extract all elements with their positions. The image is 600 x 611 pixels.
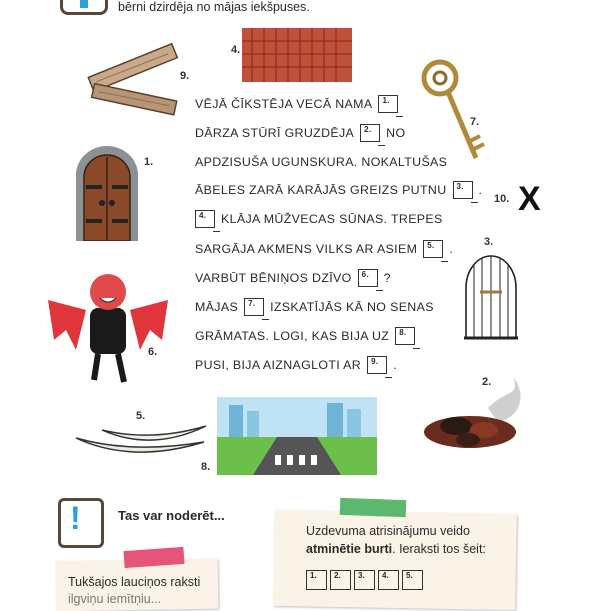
blank-box-3[interactable]: 3. [453,181,473,199]
roof-label: 4. [231,44,241,56]
vampire-image [46,270,170,390]
vampire-label: 6. [148,346,158,358]
town-label: 8. [201,461,211,473]
answer-slot-5[interactable]: 5. [402,570,423,590]
story-line: VĒJĀ ČĪKSTĒJA VECĀ NAMA [195,97,373,111]
answer-slot-2[interactable]: 2. [330,570,351,590]
blank-box-1[interactable]: 1. [378,95,398,113]
blank-box-4[interactable]: 4. [195,210,215,228]
answer-slot-4[interactable]: 4. [378,570,399,590]
blank-box-2[interactable]: 2. [360,124,380,142]
story-line: . [393,358,397,372]
blank-box-6[interactable]: 6. [358,269,378,287]
story-line: APDZISUŠA UGUNSKURA. NOKALTUŠAS [195,155,448,169]
smoldering-coals-image [418,378,524,454]
tusks-label: 5. [136,410,146,422]
answer-slot-3[interactable]: 3. [354,570,375,590]
story-line: SARGĀJA AKMENS VILKS AR ASIEM [195,242,418,256]
story-line: VARBŪT BĒNIŅOS DZĪVO [195,271,352,285]
top-icon-mark [80,0,88,8]
answer-text-2: . Ieraksti tos šeit: [392,542,486,556]
wooden-door-image [74,145,140,241]
town-street-image [217,397,377,475]
hint-text: Tukšajos lauciņos raksti [68,575,201,589]
story-line: . [449,242,454,256]
blank-box-9[interactable]: 9. [367,356,387,374]
answer-note-tape [340,498,407,517]
story-line: . [478,183,483,197]
answer-text-1: Uzdevuma atrisinājumu veido [306,524,470,538]
story-line: PUSI, BIJA AIZNAGLOTI AR [195,358,362,372]
hint-text-2: ilgviņu iemītņiu... [68,592,162,606]
key-label: 7. [470,116,480,128]
hint-icon-box [58,498,104,548]
answer-slot-1[interactable]: 1. [306,570,327,590]
hint-title: Tas var noderēt... [118,508,225,523]
planks-label: 9. [180,70,190,82]
answer-bold: atminētie burti [306,542,393,556]
answer-text [306,522,506,558]
story-line: KLĀJA MŪŽVECAS SŪNAS. TREPES [221,212,443,226]
blank-box-5[interactable]: 5. [423,240,443,258]
cage-label: 3. [484,236,494,248]
header-text: bērni dzirdēja no mājas iekšpuses. [118,0,310,14]
story-line: ? [383,271,391,285]
answer-slots [306,570,423,590]
story-line: IZSKATĪJĀS KĀ NO SENAS [270,300,434,314]
coals-label: 2. [482,376,492,388]
story-line: DĀRZA STŪRĪ GRUZDĒJA [195,126,355,140]
x-label: 10. [494,193,510,205]
story-line: ĀBELES ZARĀ KARĀJĀS GREIZS PUTNU [195,183,447,197]
roof-tiles-image [242,28,352,84]
story-line: NO [386,126,406,140]
tusks-image [72,416,208,462]
blank-box-8[interactable]: 8. [395,327,415,345]
blank-box-7[interactable]: 7. [244,298,264,316]
hint-icon: ! [70,500,81,536]
wooden-planks-image [86,40,181,120]
story-line: GRĀMATAS. LOGI, KAS BIJA UZ [195,329,390,343]
story-line: MĀJAS [195,300,239,314]
x-mark: X [518,180,541,218]
bird-cage-image [460,248,522,343]
door-label: 1. [144,156,154,168]
